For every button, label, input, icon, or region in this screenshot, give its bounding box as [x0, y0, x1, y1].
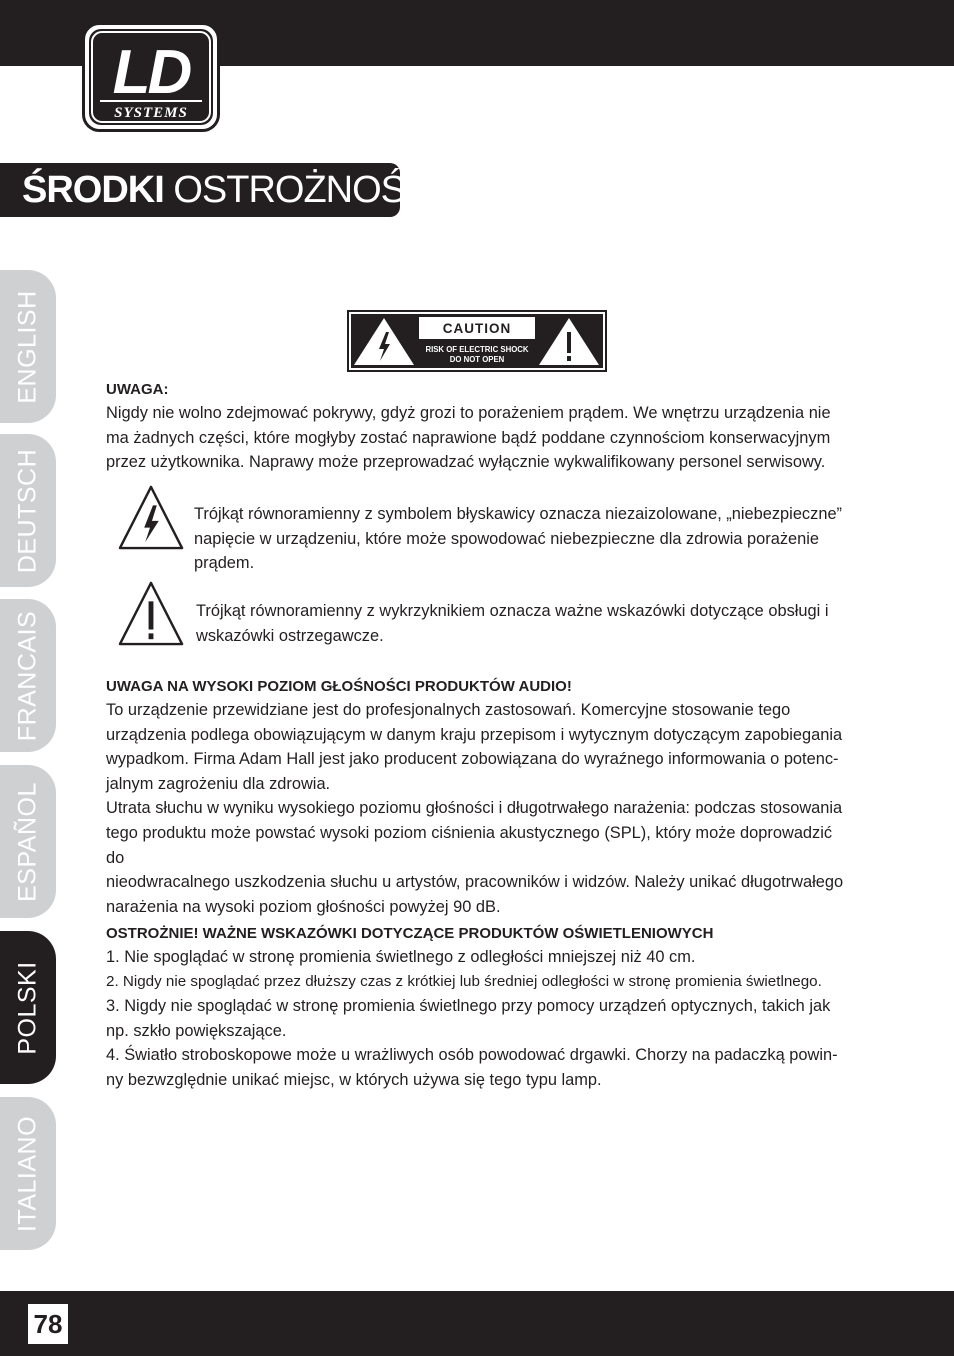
tab-label: ESPAÑOL: [13, 781, 42, 902]
text-line: prądem.: [194, 554, 255, 573]
section-uwaga: [106, 379, 854, 475]
tab-polski[interactable]: [0, 931, 56, 1084]
tab-label: DEUTSCH: [13, 448, 42, 573]
text-line: napięcie w urządzeniu, które może spowodować niebezpieczne dla zdrowia porażenie: [194, 529, 820, 548]
text-line: nieodwracalnego uszkodzenia słuchu u artystów, pracowników i widzów. Należy unikać długotrwałego: [106, 873, 844, 892]
text-line: jalnym zagrożeniu dla zdrowia.: [106, 774, 331, 793]
caution-line2: DO NOT OPEN: [449, 355, 505, 364]
text-line: 4. Światło stroboskopowe może u wrażliwych osób powodować drgawki. Chorzy na padaczką powin-: [106, 1046, 838, 1065]
logo-subtext: SYSTEMS: [114, 105, 188, 121]
page-title-thin: OSTROŻNOŚCI:: [173, 169, 451, 211]
text-line: ma żadnych części, które mogłyby zostać naprawione bądź poddane czynnościom konserwacyjnym: [106, 428, 831, 447]
text-line: 1. Nie spoglądać w stronę promienia świetlnego z odległości mniejszej niż 40 cm.: [106, 948, 696, 966]
section-lighting-warning: [106, 923, 854, 1093]
logo-text: LD: [112, 38, 190, 107]
tab-label: FRANCAIS: [13, 610, 42, 741]
text-line: 2. Nigdy nie spoglądać przez dłuższy czas z krótkiej lub średniej odległości w stronę promienia świetlnego.: [106, 972, 822, 990]
tab-english[interactable]: [0, 270, 56, 423]
text-line: Utrata słuchu w wyniku wysokiego poziomu głośności i długotrwałego narażenia: podczas stosowania: [106, 799, 843, 818]
exclamation-triangle-icon: [116, 580, 186, 646]
tab-label: POLSKI: [13, 960, 42, 1055]
tab-label: ITALIANO: [13, 1115, 42, 1232]
text-line: ny bezwzględnie unikać miejsc, w których używa się tego typu lamp.: [106, 1070, 602, 1089]
page-title-bold: ŚRODKI: [22, 169, 164, 211]
ld-systems-logo: [82, 22, 220, 132]
text-line: np. szkło powiększające.: [106, 1021, 287, 1040]
section-heading: OSTROŻNIE! WAŻNE WSKAZÓWKI DOTYCZĄCE PRODUKTÓW OŚWIETLENIOWYCH: [106, 925, 714, 942]
text-line: urządzenia podlega obowiązującym w danym kraju przepisom i wytycznym dotyczącym zapobiegania: [106, 725, 843, 744]
text-line: Trójkąt równoramienny z wykrzyknikiem oznacza ważne wskazówki dotyczące obsługi i: [196, 602, 829, 620]
text-line: To urządzenie przewidziane jest do profesjonalnych zastosowań. Komercyjne stosowanie tego: [106, 701, 791, 719]
section-heading: UWAGA NA WYSOKI POZIOM GŁOŚNOŚCI PRODUKTÓW AUDIO!: [106, 678, 572, 695]
tab-espanol[interactable]: [0, 765, 56, 918]
text-line: Trójkąt równoramienny z symbolem błyskawicy oznacza niezaizolowane, „niebezpieczne”: [194, 505, 843, 523]
text-line: tego produktu może powstać wysoki poziom ciśnienia akustycznego (SPL), który może doprowadzić do: [106, 823, 833, 867]
text-line: wskazówki ostrzegawcze.: [196, 626, 384, 645]
text-line: narażenia na wysoki poziom głośności powyżej 90 dB.: [106, 897, 501, 916]
tab-deutsch[interactable]: [0, 434, 56, 587]
caution-line1: RISK OF ELECTRIC SHOCK: [425, 345, 529, 354]
tab-francais[interactable]: [0, 599, 56, 752]
caution-label: [347, 310, 607, 372]
text-line: 3. Nigdy nie spoglądać w stronę promienia świetlnego przy pomocy urządzeń optycznych, takich jak: [106, 997, 831, 1016]
section-heading: UWAGA:: [106, 381, 169, 398]
text-line: Nigdy nie wolno zdejmować pokrywy, gdyż grozi to porażeniem prądem. We wnętrzu urządzenia nie: [106, 404, 831, 422]
footer-band: [0, 1291, 954, 1356]
caution-title: CAUTION: [442, 321, 512, 336]
lightning-triangle-icon: [116, 484, 186, 550]
tab-italiano[interactable]: [0, 1097, 56, 1250]
page-number: 78: [28, 1304, 68, 1344]
page-title: [0, 163, 451, 217]
text-line: przez użytkownika. Naprawy może przeprowadzać wyłącznie wykwalifikowany personel serwisowy.: [106, 453, 826, 472]
text-line: wypadkom. Firma Adam Hall jest jako producent zobowiązana do wyraźnego informowania o potenc-: [106, 750, 839, 769]
section-volume-warning: [106, 676, 854, 919]
tab-label: ENGLISH: [13, 289, 42, 404]
